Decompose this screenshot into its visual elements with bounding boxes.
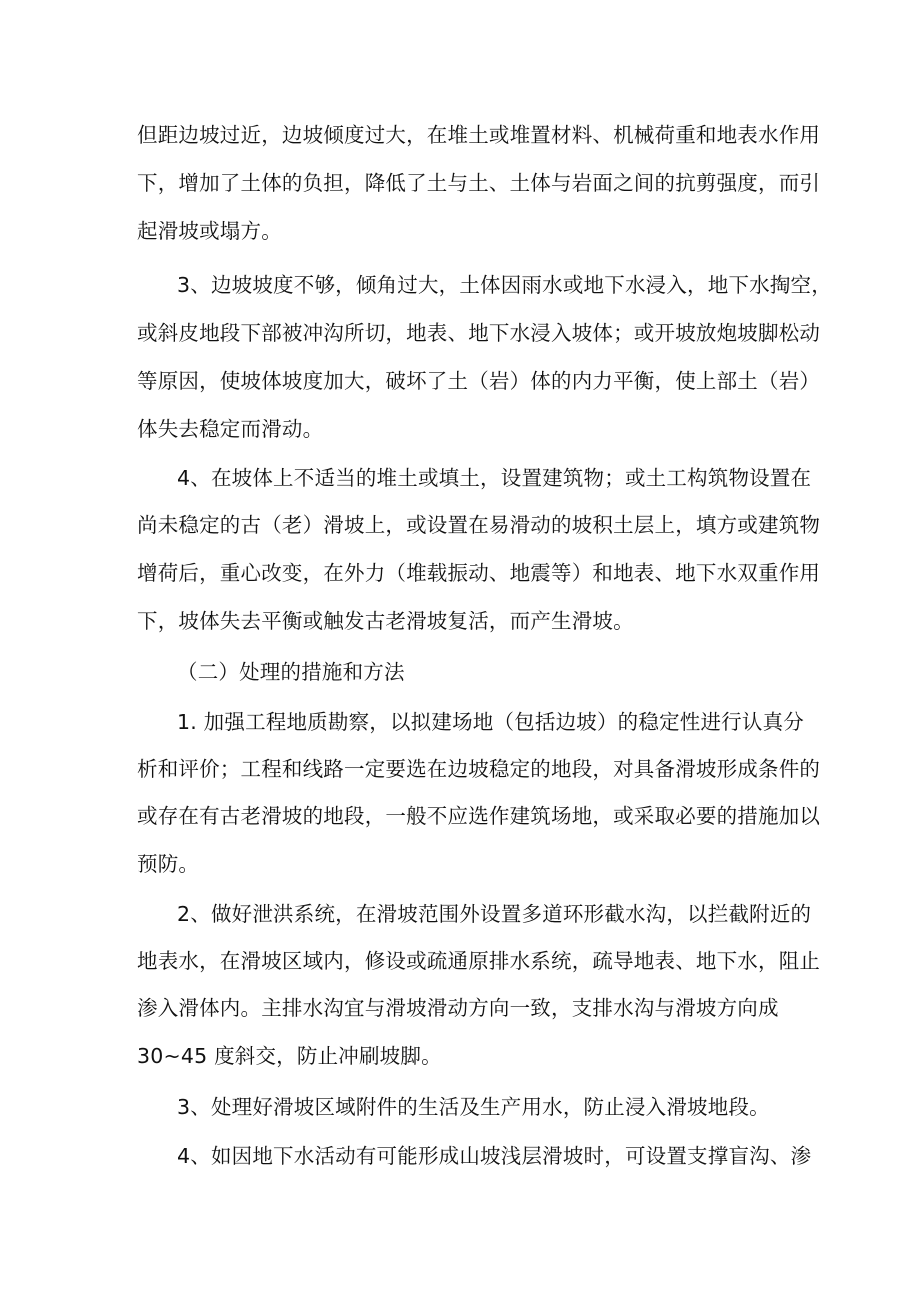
text-line-11: 下，坡体失去平衡或触发古老滑坡复活，而产生滑坡。 [137, 609, 634, 633]
text-line-21: 4、如因地下水活动有可能形成山坡浅层滑坡时，可设置支撑盲沟、渗 [177, 1144, 812, 1168]
text-line-17: 地表水，在滑坡区域内，修设或疏通原排水系统，疏导地表、地下水，阻止 [137, 949, 821, 973]
text-line-8: 4、在坡体上不适当的堆土或填土，设置建筑物；或土工构筑物设置在 [177, 466, 812, 490]
text-line-3: 起滑坡或塌方。 [137, 219, 282, 243]
text-line-9: 尚未稳定的古（老）滑坡上，或设置在易滑动的坡积土层上，填方或建筑物 [137, 513, 821, 537]
text-line-20: 3、处理好滑坡区域附件的生活及生产用水，防止浸入滑坡地段。 [177, 1095, 770, 1119]
text-line-18: 渗入滑体内。主排水沟宜与滑坡滑动方向一致，支排水沟与滑坡方向成 [137, 996, 779, 1020]
text-line-19: 30~45 度斜交，防止冲刷坡脚。 [137, 1044, 442, 1068]
text-line-4: 3、边坡坡度不够，倾角过大，土体因雨水或地下水浸入，地下水掏空， [177, 273, 832, 297]
text-line-16: 2、做好泄洪系统，在滑坡范围外设置多道环形截水沟，以拦截附近的 [177, 902, 812, 926]
section-heading: （二）处理的措施和方法 [177, 660, 405, 684]
text-line-1: 但距边坡过近，边坡倾度过大，在堆土或堆置材料、机械荷重和地表水作用 [137, 123, 821, 147]
text-line-13: 析和评价；工程和线路一定要选在边坡稳定的地段，对具备滑坡形成条件的 [137, 757, 821, 781]
text-line-2: 下，增加了土体的负担，降低了土与土、土体与岩面之间的抗剪强度，而引 [137, 171, 821, 195]
text-line-6: 等原因，使坡体坡度加大，破坏了土（岩）体的内力平衡，使上部土（岩） [137, 369, 821, 393]
text-line-7: 体失去稳定而滑动。 [137, 417, 324, 441]
text-line-15: 预防。 [137, 852, 200, 876]
text-line-10: 增荷后，重心改变，在外力（堆载振动、地震等）和地表、地下水双重作用 [137, 561, 821, 585]
text-line-12: 1. 加强工程地质勘察，以拟建场地（包括边坡）的稳定性进行认真分 [177, 710, 804, 734]
text-line-14: 或存在有古老滑坡的地段，一般不应选作建筑场地，或采取必要的措施加以 [137, 804, 821, 828]
text-line-5: 或斜皮地段下部被冲沟所切，地表、地下水浸入坡体；或开坡放炮坡脚松动 [137, 321, 821, 345]
